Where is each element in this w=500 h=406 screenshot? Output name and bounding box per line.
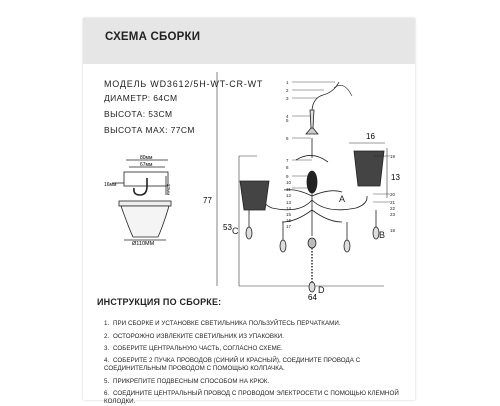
top-wire [312, 82, 352, 110]
instructions-title: ИНСТРУКЦИЯ ПО СБОРКЕ: [97, 297, 222, 307]
callout-8: 8 [286, 165, 289, 170]
instruction-step: 4. СОБЕРИТЕ 2 ПУЧКА ПРОВОДОВ (СИНИЙ И КРАСНЫЙ), СОЕДИНИТЕ ПРОВОДА С СОЕДИНИТЕЛЬНЫМ ПРОВОДОМ С ПОМОЩЬЮ КОЛПАЧКА. [104, 357, 361, 372]
part-c: C [232, 226, 239, 236]
callout-5: 5 [286, 118, 289, 123]
dim-width: 64 [308, 293, 317, 302]
callout-6: 6 [286, 136, 289, 141]
height-max-label: ВЫСОТА MAX: 77СМ [104, 125, 195, 135]
height-label: ВЫСОТА: 53СМ [104, 109, 173, 119]
page-title: СХЕМА СБОРКИ [105, 31, 201, 43]
callout-22: 22 [390, 206, 396, 211]
instruction-step: 5. ПРИКРЕПИТЕ ПОДВЕСНЫМ СПОСОБОМ НА КРЮК. [104, 378, 270, 385]
callout-17: 17 [286, 224, 292, 229]
callout-18: 18 [390, 228, 396, 233]
instruction-step: 1. ПРИ СБОРКЕ И УСТАНОВКЕ СВЕТИЛЬНИКА ПОЛЬЗУЙТЕСЬ ПЕРЧАТКАМИ. [104, 320, 341, 327]
diameter-label: ДИАМЕТР: 64СМ [104, 93, 178, 103]
instruction-step: 2. ОСТОРОЖНО ИЗВЛЕКИТЕ СВЕТИЛЬНИК ИЗ УПАКОВКИ. [104, 333, 284, 340]
chandelier [240, 110, 384, 292]
callout-13: 13 [286, 200, 292, 205]
dim-total-height: 77 [203, 196, 212, 205]
hook-dim-16: 16мм [104, 182, 117, 188]
canopy-dim: Ø110ММ [132, 241, 155, 247]
callout-16: 16 [286, 218, 292, 223]
part-b: B [379, 230, 386, 240]
callout-20: 20 [390, 192, 396, 197]
callout-12: 12 [286, 193, 292, 198]
callout-9: 9 [286, 174, 289, 179]
callout-1: 1 [286, 80, 289, 85]
hook-dim-67: 67мм [140, 162, 153, 168]
callout-3: 3 [286, 96, 289, 101]
callout-19: 19 [390, 154, 396, 159]
canopy-detail [119, 201, 171, 240]
dim-shade-height: 13 [391, 173, 400, 182]
instruction-step: 6. СОЕДИНИТЕ ЦЕНТРАЛЬНЫЙ ПРОВОД С ПРОВОДОМ ЭЛЕКТРОСЕТИ С ПОМОЩЬЮ КЛЕМНОЙ КОЛОДКИ. [104, 390, 399, 405]
callout-14: 14 [286, 206, 292, 211]
callout-7: 7 [286, 158, 289, 163]
instruction-step: 3. СОБЕРИТЕ ЦЕНТРАЛЬНУЮ ЧАСТЬ, СОГЛАСНО СХЕМЕ. [104, 345, 283, 352]
part-a: A [339, 194, 346, 204]
callout-21: 21 [390, 200, 396, 205]
hook-dim-23: 23мм [166, 184, 171, 196]
dim-body-height: 53 [223, 223, 232, 232]
hook-dim-80: 80мм [140, 155, 153, 161]
part-d: D [318, 285, 325, 295]
dim-shade-width: 16 [366, 132, 375, 141]
callout-4: 4 [286, 114, 289, 119]
callout-23: 23 [390, 212, 396, 217]
callout-15: 15 [286, 212, 292, 217]
callout-2: 2 [286, 88, 289, 93]
callout-11: 11 [286, 187, 291, 192]
callout-10: 10 [286, 180, 292, 185]
model-label: МОДЕЛЬ WD3612/5H-WT-CR-WT [104, 79, 264, 89]
